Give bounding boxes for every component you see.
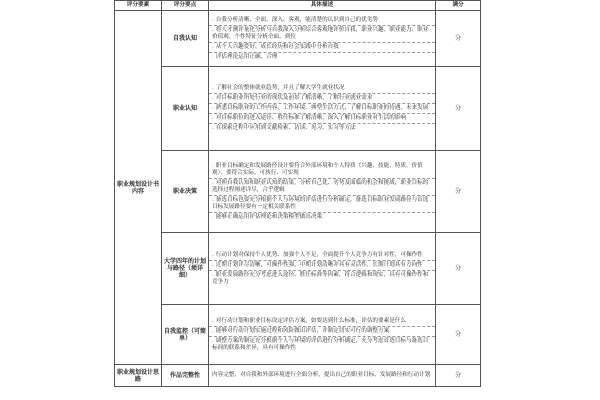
score-cell: 分 [436,305,481,365]
description-line: . 熟悉目标职业的工作内容、工作环境、典型生活方式，了解目标职业的待遇、未来发展 [209,104,435,114]
table-row [115,67,481,151]
description-line: . 对目标职业所处行业的现状及前景了解清晰，了解行业就业需求 [209,94,435,104]
header-point: 评分要点 [162,1,209,11]
description-line: . 职业发展路径充分考虑进入途径、胜任标准等因素，符合逻辑和现实，具有可操作性和竞争力 [212,271,429,285]
header-category: 评分要素 [115,1,162,11]
description-line: . 能够对行动计划实施过程和风险做出评估，并制定切实可行的调整方案 [209,327,435,337]
score-cell: 分 [436,151,481,233]
description-line: . 对目标职位的进入途径、胜任标准了解清晰，深入了解目标职业对生活的影响 [209,114,435,124]
table-row [115,11,481,67]
score-cell: 分 [436,67,481,151]
header-score: 满分 [436,1,481,11]
header-row [115,1,481,11]
description-line: . 调整方案的制定充分根据个人与环境的评估进行分析确定，充分考虑首选目标与备选目标间的联系和差异，具有可操作性 [212,337,429,351]
description-line: . 自我分析清晰、全面、深入、客观，能清楚的认识到自己的优劣势 [209,16,435,26]
point-cell: 自我监控（可简单） [162,305,209,365]
table-row [115,365,481,387]
description-line: . 行动计划对保持个人优势、加强个人不足，全面提升个人竞争力有针对性，可操作性 [209,251,435,261]
table-row [115,233,481,305]
description-line: 内容完整，对自我和外部环境进行全面分析，提出自己的职业目标、发展路径和行动计划 [212,372,431,378]
point-cell: 职业认知 [162,67,209,151]
description-cell [209,305,436,365]
category-cell: 职业规划设计思路 [115,365,162,387]
description-cell [209,151,436,233]
description-line: . 从个人兴趣爱好、成长经历和社会实践中分析自我 [209,43,435,53]
description-line: . 职业目标确定和发展路径设计要符合外部环境和个人特质（兴趣、技能、特质、价值观），要符合实际，可执行、可实现 [209,162,435,179]
description-line: . 将人才测评量化分析与自我深入分析综合客观地评价自我，职业兴趣、职业能力、职业价值观、个性特征分析全面、到位 [209,26,435,43]
description-line: . 备选目标也要充分根据个人与环境的评估进行分析确定，备选目标职业发展路径与首选目标发展路径要有一定相关联系性 [209,196,435,213]
description-line: . 对行动计划和职业目标设定评估方案，如要达到什么标准，评估的要素是什么 [209,317,435,327]
description-cell [209,11,436,67]
category-cell: 职业规划设计书内容 [115,11,162,365]
score-cell: 分 [436,11,481,67]
point-cell: 大学四年的计划与路径（须详细） [162,233,209,305]
description-line: . 能够正确运用评估理论和决策模型做出决策 [212,213,323,220]
description-cell [209,233,436,305]
table-body [115,11,481,387]
point-cell: 作品完整性 [162,365,209,387]
description-cell [209,365,436,387]
evaluation-sheet [114,0,480,400]
header-description: 具体描述 [209,1,436,11]
point-cell: 职业决策 [162,151,209,233]
description-line: . 了解社会的整体就业趋势，并且了解大学生就业状况 [209,84,435,94]
table-row [115,305,481,365]
point-cell: 自我认知 [162,11,209,67]
scoring-table [114,0,481,387]
description-line: . 评估理论运用正确、合理 [212,53,278,60]
description-line: . 近期计划详尽清晰，可操作性强，中期计划清晰并具有灵活性，长期计划具有方向性 [209,261,435,271]
description-line: . 在探索过程中应用到文献检索、访谈、见习、实习等方法 [212,125,356,131]
description-cell [209,67,436,151]
score-cell: 分 [436,365,481,387]
description-line: . 对照自我认知和职业认知的结果，分析自己优、劣势及面临的机会和挑战，职业目标的选择过程阐述详尽，合乎逻辑 [209,179,435,196]
table-row [115,151,481,233]
score-cell: 分 [436,233,481,305]
